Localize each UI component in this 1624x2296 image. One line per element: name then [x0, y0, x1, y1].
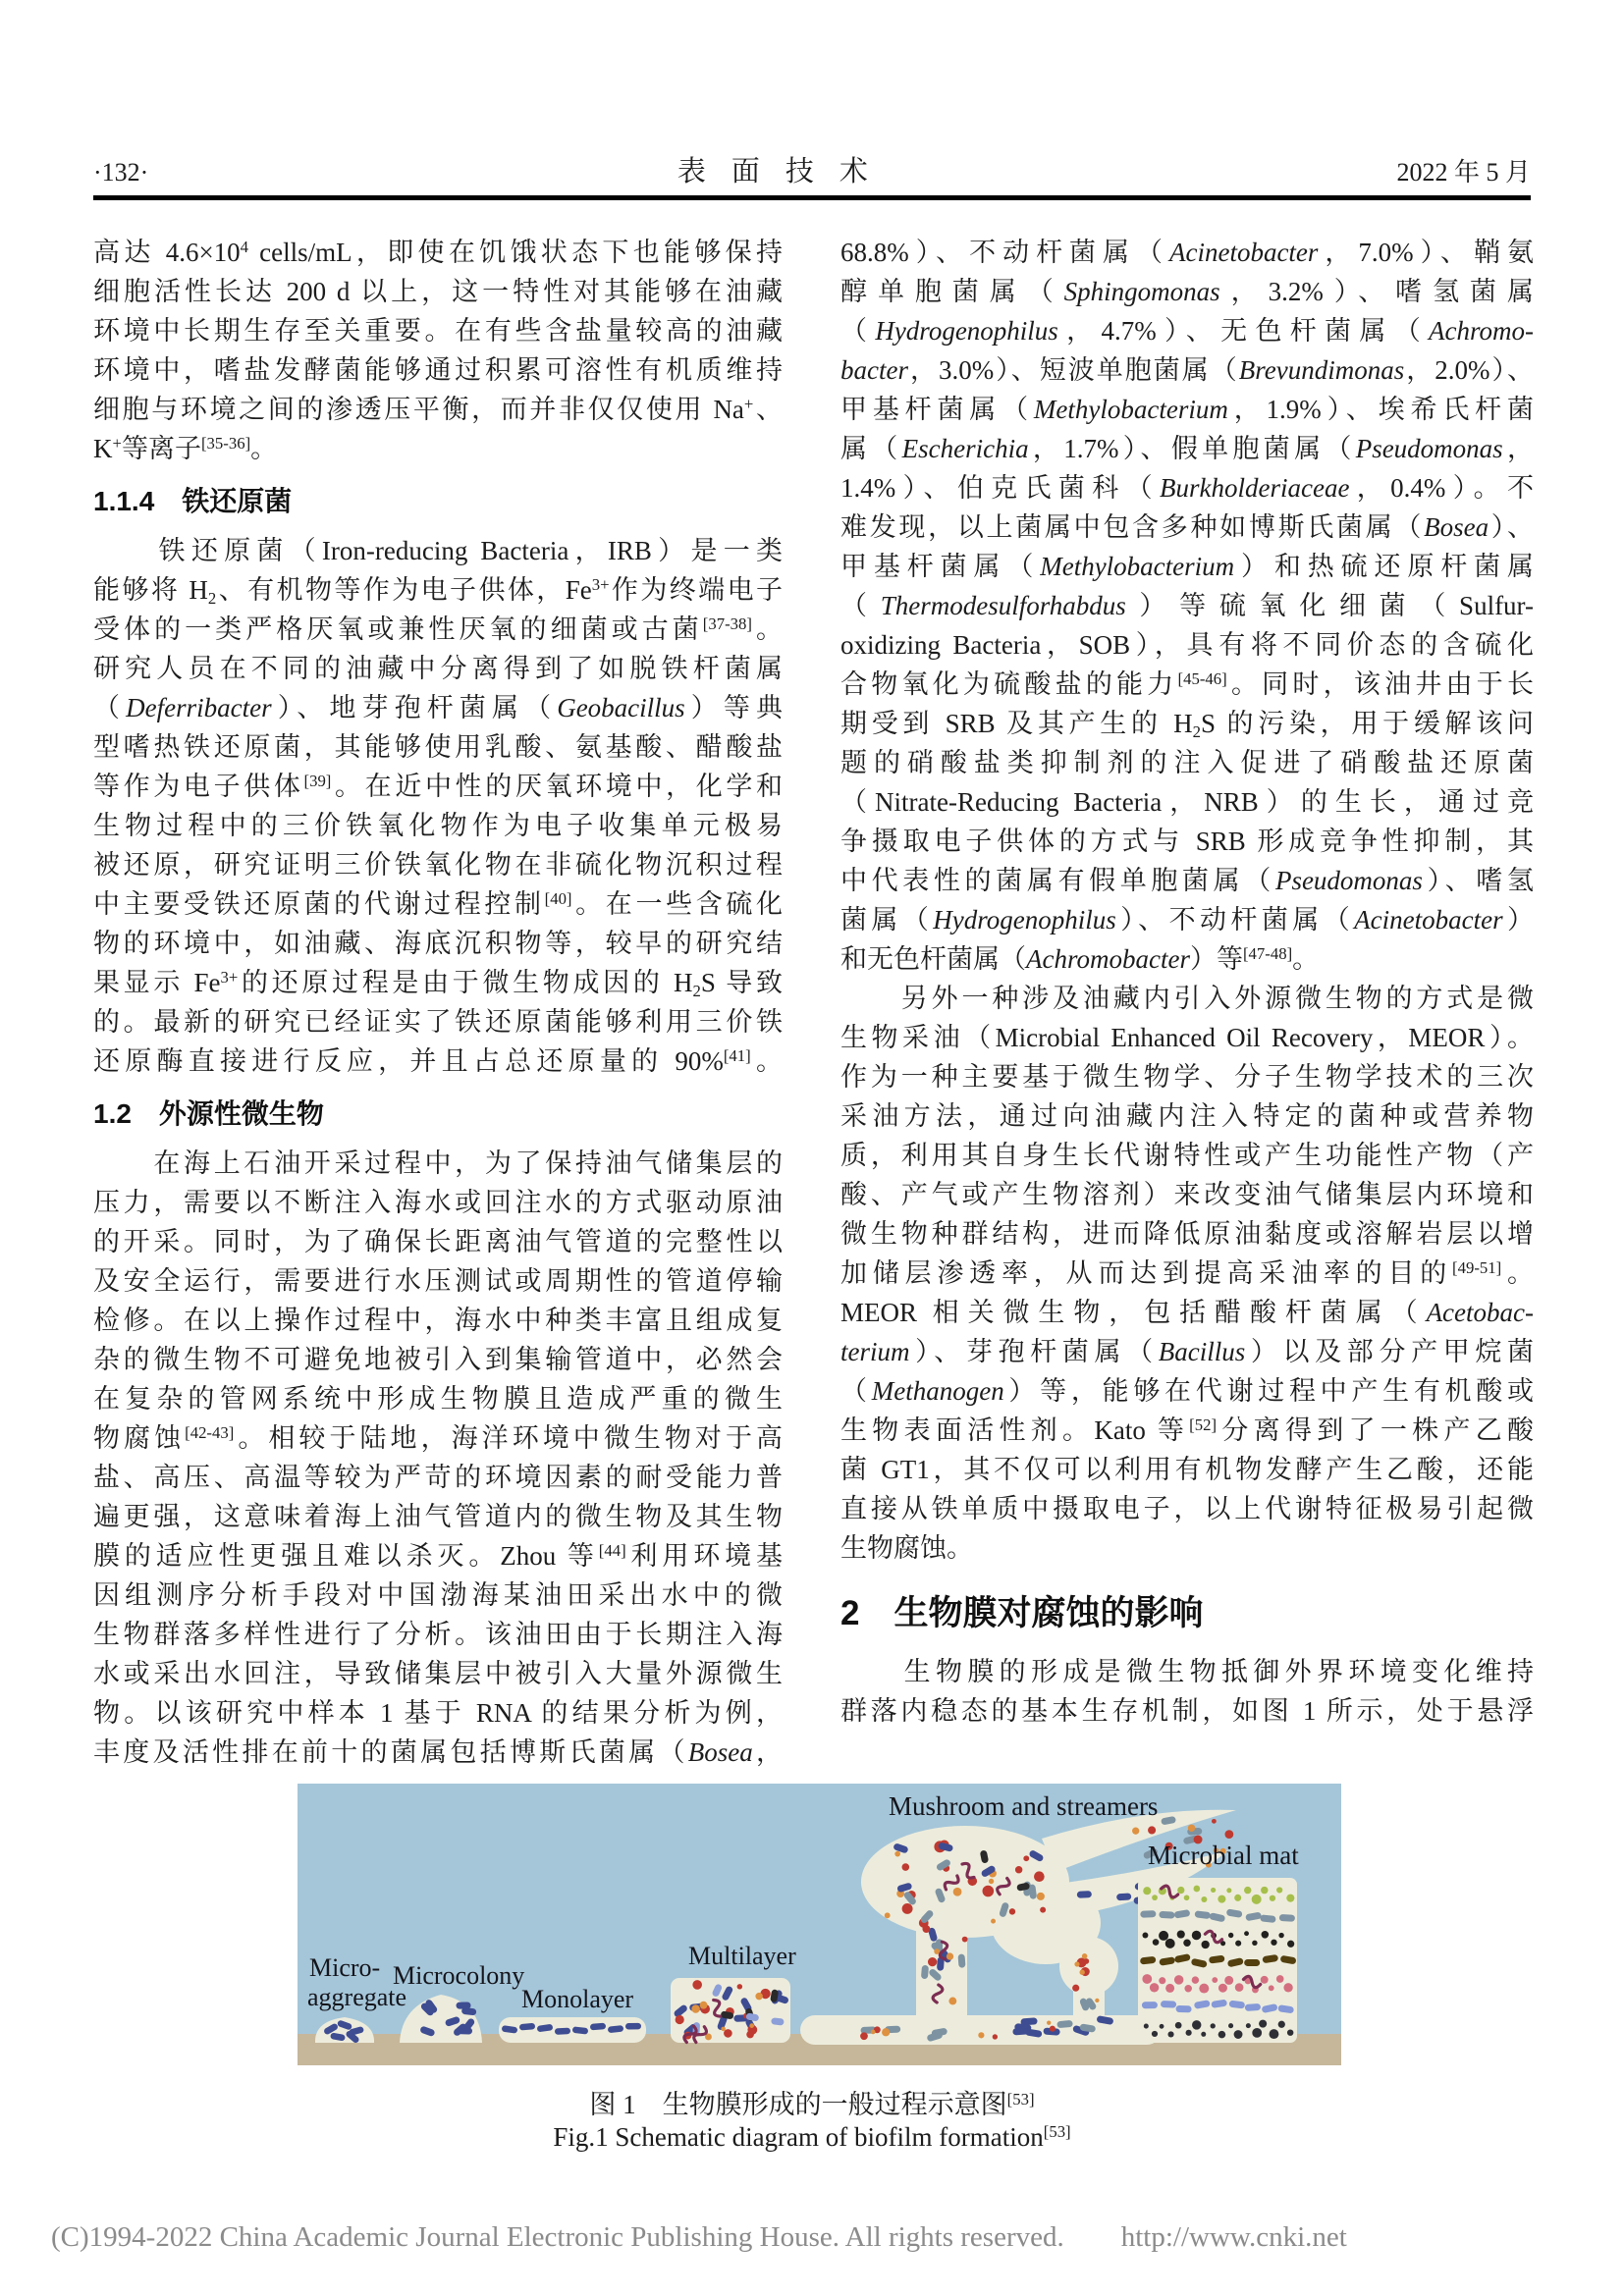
- text-line: 难发现，以上菌属中包含多种如博斯氏菌属（Bosea）、: [840, 512, 1534, 542]
- text-line: （Thermodesulforhabdus）等硫氧化细菌（Sulfur-: [840, 591, 1534, 620]
- text-line: 生物过程中的三价铁氧化物作为电子收集单元极易: [93, 811, 783, 840]
- text-line: K+等离子[35-36]。: [93, 433, 278, 463]
- text-line: 群落内稳态的基本生存机制，如图 1 所示，处于悬浮: [840, 1696, 1534, 1726]
- text-line: 果显示 $Fe^{3+}$的还原过程是由于微生物成因的 $H_2S$ 导致: [93, 967, 783, 1000]
- text-line: 受体的一类严格厌氧或兼性厌氧的细菌或古菌[37-38]。: [93, 614, 783, 644]
- section-heading-1-2: 1.2 外源性微生物: [93, 1098, 324, 1129]
- text-line: 型嗜热铁还原菌，其能够使用乳酸、氨基酸、醋酸盐: [93, 732, 783, 762]
- text-line: （Hydrogenophilus，4.7%）、无色杆菌属（Achromo-: [840, 316, 1534, 346]
- text-line: 环境中长期生存至关重要。在有些含盐量较高的油藏: [93, 316, 783, 346]
- text-line: 甲基杆菌属（Methylobacterium，1.9%）、埃希氏杆菌: [840, 395, 1534, 424]
- text-line: 被还原，研究证明三价铁氧化物在非硫化物沉积过程: [93, 850, 783, 880]
- paragraph: [840, 233, 1534, 979]
- text-line: 菌属（Hydrogenophilus）、不动杆菌属（Acinetobacter）: [840, 905, 1534, 934]
- text-line: 生物群落多样性进行了分析。该油田由于长期注入海: [93, 1620, 783, 1649]
- text-line: 膜的适应性更强且难以杀灭。Zhou 等[44]利用环境基: [93, 1540, 783, 1571]
- copyright-footer: (C)1994-2022 China Academic Journal Electronic Publishing House. All rights reserved. http://www.cnki.net: [51, 2221, 1347, 2253]
- text-line: 物腐蚀[42-43]。相较于陆地，海洋环境中微生物对于高: [93, 1422, 783, 1453]
- text-line: 检修。在以上操作过程中，海水中种类丰富且组成复: [93, 1306, 783, 1335]
- page-number: ·132·: [93, 158, 149, 187]
- figure-label-micro-aggregate-2: aggregate: [307, 1983, 407, 2011]
- journal-title: 表面技术: [677, 156, 893, 187]
- text-line: 还原酶直接进行反应，并且占总还原量的 90%[41]。: [93, 1045, 783, 1076]
- paragraph: [840, 1652, 1534, 1731]
- figure-caption-en: Fig.1 Schematic diagram of biofilm formation[53]: [553, 2121, 1071, 2152]
- text-line: 68.8%）、不动杆菌属（Acinetobacter，7.0%）、鞘氨: [840, 238, 1534, 267]
- section-heading-1-1-4: 1.1.4 铁还原菌: [93, 486, 293, 516]
- text-line: 能够将 $H_2$、有机物等作为电子供体，$Fe^{3+}$作为终端电子: [93, 574, 783, 608]
- text-line: 高达 $4.6\times 10^4$ cells/mL，即使在饥饿状态下也能够保持: [93, 237, 783, 267]
- text-line: 期受到 SRB 及其产生的 $H_2S$ 的污染，用于缓解该问: [840, 709, 1534, 741]
- figure-label-micro-aggregate: Micro-: [309, 1953, 381, 1982]
- text-line: 中主要受铁还原菌的代谢过程控制[40]。在一些含硫化: [93, 888, 783, 919]
- page-header: [93, 149, 1531, 188]
- paragraph: [93, 1144, 783, 1772]
- section-heading-2: 2 生物膜对腐蚀的影响: [840, 1594, 1204, 1632]
- biofilm-figure-image: [298, 1784, 1341, 2065]
- text-line: 及安全运行，需要进行水压测试或周期性的管道停输: [93, 1266, 783, 1296]
- text-line: 细胞与环境之间的渗透压平衡，而并非仅仅使用 Na+、: [93, 394, 783, 424]
- header-rule: [93, 195, 1531, 200]
- figure-label-monolayer: Monolayer: [521, 1985, 634, 2013]
- text-line: 醇单胞菌属（Sphingomonas，3.2%）、嗜氢菌属: [840, 277, 1534, 306]
- text-line: 题的硝酸盐类抑制剂的注入促进了硝酸盐还原菌: [840, 748, 1534, 777]
- text-line: 细胞活性长达 200 d 以上，这一特性对其能够在油藏: [93, 277, 783, 306]
- text-line: 环境中，嗜盐发酵菌能够通过积累可溶性有机质维持: [93, 355, 783, 385]
- text-line: 生物采油（Microbial Enhanced Oil Recovery，MEOR）。: [840, 1023, 1534, 1052]
- text-line: terium）、芽孢杆菌属（Bacillus）以及部分产甲烷菌: [840, 1337, 1534, 1366]
- text-line: bacter，3.0%）、短波单胞菌属（Brevundimonas，2.0%）、: [840, 355, 1534, 385]
- figure-label-microbial-mat: Microbial mat: [1148, 1841, 1299, 1870]
- text-line: 杂的微生物不可避免地被引入到集输管道中，必然会: [93, 1345, 783, 1374]
- paragraph: [840, 979, 1534, 1568]
- right-column: [840, 233, 1534, 1731]
- text-line: 遍更强，这意味着海上油气管道内的微生物及其生物: [93, 1502, 783, 1531]
- figure-label-microcolony: Microcolony: [393, 1961, 525, 1990]
- text-line: 物。以该研究中样本 1 基于 RNA 的结果分析为例，: [93, 1698, 783, 1728]
- text-line: 中代表性的菌属有假单胞菌属（Pseudomonas）、嗜氢: [840, 866, 1534, 895]
- figure-label-multilayer: Multilayer: [688, 1942, 796, 1970]
- text-line: 等作为电子供体[39]。在近中性的厌氧环境中，化学和: [93, 771, 783, 801]
- paragraph: [93, 531, 783, 1081]
- figure-caption-zh: 图 1 生物膜形成的一般过程示意图[53]: [589, 2089, 1035, 2119]
- text-line: 的开采。同时，为了确保长距离油气管道的完整性以: [93, 1227, 783, 1256]
- text-line: 采油方法，通过向油藏内注入特定的菌种或营养物: [840, 1101, 1534, 1131]
- figure-label-mushroom-streamers: Mushroom and streamers: [889, 1791, 1159, 1821]
- text-line: （Deferribacter）、地芽孢杆菌属（Geobacillus）等典: [93, 693, 783, 722]
- paragraph: [93, 233, 783, 468]
- text-line: 作为一种主要基于微生物学、分子生物学技术的三次: [840, 1062, 1534, 1092]
- text-line: 直接从铁单质中摄取电子，以上代谢特征极易引起微: [840, 1494, 1534, 1523]
- text-line: 生物膜的形成是微生物抵御外界环境变化维持: [840, 1657, 1534, 1686]
- text-line: 1.4%）、伯克氏菌科（Burkholderiaceae，0.4%）。不: [840, 473, 1534, 503]
- text-line: 在复杂的管网系统中形成生物膜且造成严重的微生: [93, 1384, 783, 1414]
- text-line: 水或采出水回注，导致储集层中被引入大量外源微生: [93, 1659, 783, 1688]
- text-line: 因组测序分析手段对中国渤海某油田采出水中的微: [93, 1580, 783, 1610]
- biofilm-figure: [298, 1784, 1341, 2065]
- text-line: 合物氧化为硫酸盐的能力[45-46]。同时，该油井由于长: [840, 668, 1534, 699]
- text-line: （Methanogen）等，能够在代谢过程中产生有机酸或: [840, 1376, 1534, 1406]
- text-line: 铁还原菌（Iron-reducing Bacteria，IRB）是一类: [93, 536, 783, 565]
- text-line: 生物表面活性剂。Kato 等[52]分离得到了一株产乙酸: [840, 1415, 1534, 1445]
- text-line: 压力，需要以不断注入海水或回注水的方式驱动原油: [93, 1188, 783, 1217]
- text-line: 质，利用其自身生长代谢特性或产生功能性产物（产: [840, 1141, 1534, 1170]
- text-line: 研究人员在不同的油藏中分离得到了如脱铁杆菌属: [93, 654, 783, 683]
- figure-artwork: [298, 1784, 1341, 2065]
- text-line: 和无色杆菌属（Achromobacter）等[47-48]。: [840, 943, 1320, 974]
- text-line: 的。最新的研究已经证实了铁还原菌能够利用三价铁: [93, 1007, 783, 1037]
- issue-date: 2022 年 5 月: [1396, 158, 1531, 187]
- text-line: 加储层渗透率，从而达到提高采油率的目的[49-51]。: [840, 1257, 1534, 1288]
- text-line: 生物腐蚀。: [840, 1533, 973, 1563]
- text-line: 菌 GT1，其不仅可以利用有机物发酵产生乙酸，还能: [840, 1455, 1534, 1484]
- text-line: （Nitrate-Reducing Bacteria，NRB）的生长，通过竞: [840, 787, 1534, 817]
- text-line: MEOR 相关微生物，包括醋酸杆菌属（Acetobac-: [840, 1298, 1534, 1327]
- text-line: oxidizing Bacteria，SOB），具有将不同价态的含硫化: [840, 630, 1534, 660]
- text-line: 物的环境中，如油藏、海底沉积物等，较早的研究结: [93, 929, 783, 958]
- text-line: 丰度及活性排在前十的菌属包括博斯氏菌属（Bosea，: [93, 1737, 783, 1767]
- text-line: 盐、高压、高温等较为严苛的环境因素的耐受能力普: [93, 1463, 783, 1492]
- text-line: 微生物种群结构，进而降低原油黏度或溶解岩层以增: [840, 1219, 1534, 1249]
- text-line: 争摄取电子供体的方式与 SRB 形成竞争性抑制，其: [840, 827, 1534, 856]
- text-line: 酸、产气或产生物溶剂）来改变油气储集层内环境和: [840, 1180, 1534, 1209]
- left-column: [93, 233, 783, 1772]
- text-line: 甲基杆菌属（Methylobacterium）和热硫还原杆菌属: [840, 552, 1534, 581]
- text-line: 另外一种涉及油藏内引入外源微生物的方式是微: [840, 984, 1534, 1013]
- text-line: 在海上石油开采过程中，为了保持油气储集层的: [93, 1148, 783, 1178]
- text-line: 属（Escherichia，1.7%）、假单胞菌属（Pseudomonas，: [840, 434, 1534, 463]
